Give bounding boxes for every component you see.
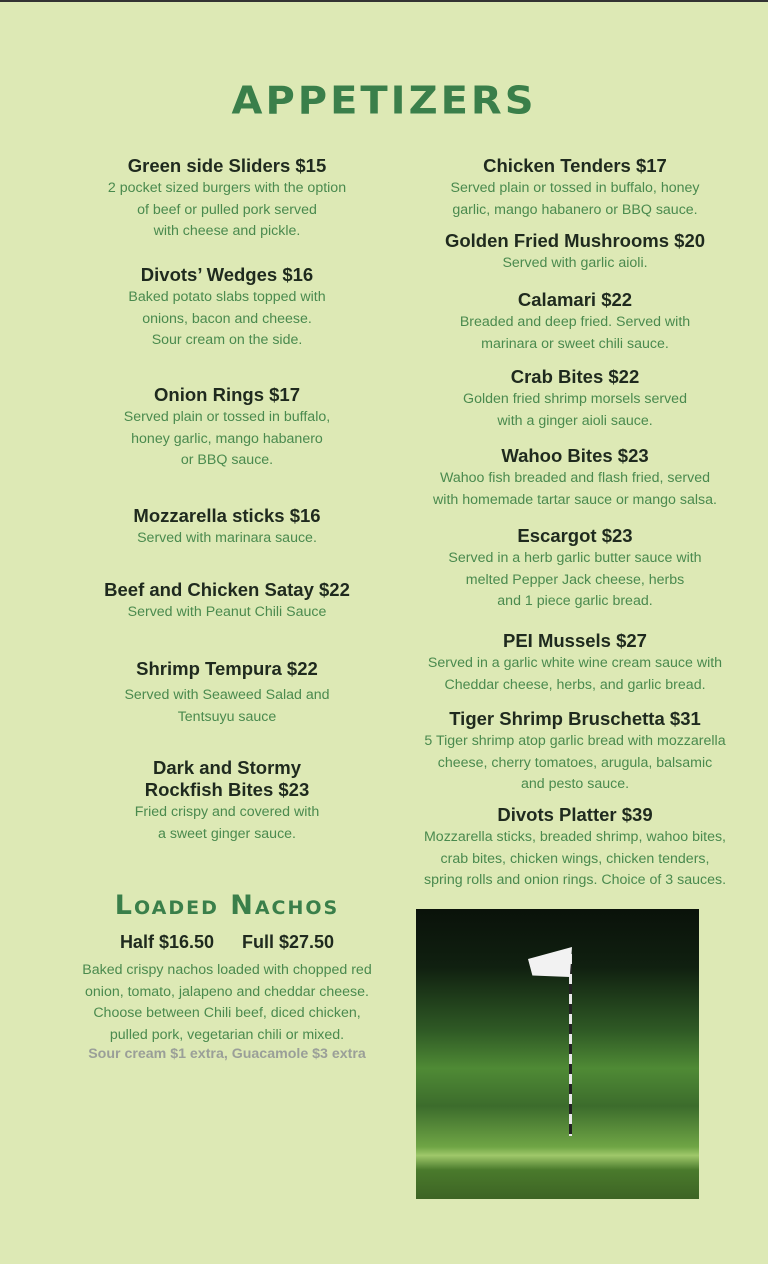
item-name: Beef and Chicken Satay $22 bbox=[104, 579, 350, 600]
item-description: Wahoo fish breaded and flash fried, served with homemade tartar sauce or mango salsa. bbox=[433, 470, 717, 508]
menu-item bbox=[57, 155, 397, 243]
item-name: Mozzarella sticks $16 bbox=[133, 505, 321, 526]
item-name: Escargot $23 bbox=[517, 525, 633, 546]
item-name: Tiger Shrimp Bruschetta $31 bbox=[449, 708, 701, 729]
item-name: Golden Fried Mushrooms $20 bbox=[444, 230, 706, 251]
item-description: Served with Peanut Chili Sauce bbox=[127, 604, 327, 620]
menu-item bbox=[57, 757, 397, 845]
menu-item bbox=[395, 525, 755, 613]
item-name: Shrimp Tempura $22 bbox=[136, 658, 318, 679]
item-name: PEI Mussels $27 bbox=[503, 630, 647, 651]
item-description: Fried crispy and covered with a sweet ginger sauce. bbox=[134, 804, 320, 842]
nachos-extras: Sour cream $1 extra, Guacamole $3 extra bbox=[88, 1046, 366, 1062]
item-description: 2 pocket sized burgers with the option of beef or pulled pork served with cheese and pickle. bbox=[107, 180, 347, 239]
item-description: Mozzarella sticks, breaded shrimp, wahoo bites, crab bites, chicken wings, chicken tenders, spring rolls and onion rings. Choice of 3 sauces. bbox=[423, 829, 727, 888]
golf-flag-photo bbox=[416, 909, 699, 1199]
item-description: Served plain or tossed in buffalo, honey garlic, mango habanero or BBQ sauce. bbox=[123, 409, 331, 468]
page-title: APPETIZERS bbox=[231, 79, 537, 123]
item-description: Golden fried shrimp morsels served with a ginger aioli sauce. bbox=[463, 391, 687, 429]
item-description: 5 Tiger shrimp atop garlic bread with mozzarella cheese, cherry tomatoes, arugula, balsamic and pesto sauce. bbox=[424, 733, 726, 792]
item-name: Green side Sliders $15 bbox=[127, 155, 327, 176]
menu-item bbox=[395, 630, 755, 696]
menu-item bbox=[57, 658, 397, 728]
nachos-heading: Loaded Nachos bbox=[114, 890, 340, 921]
flag-pole-icon bbox=[569, 954, 572, 1136]
menu-item bbox=[395, 366, 755, 432]
item-description: Served in a garlic white wine cream sauce with Cheddar cheese, herbs, and garlic bread. bbox=[427, 655, 723, 693]
menu-item bbox=[395, 155, 755, 221]
menu-item bbox=[395, 804, 755, 892]
item-name: Divots Platter $39 bbox=[497, 804, 653, 825]
full-price: Full $27.50 bbox=[242, 932, 335, 952]
menu-item bbox=[57, 579, 397, 624]
flag-icon bbox=[528, 947, 572, 977]
item-name: Wahoo Bites $23 bbox=[501, 445, 649, 466]
menu-item bbox=[395, 230, 755, 275]
menu-item bbox=[395, 708, 755, 796]
menu-item bbox=[57, 264, 397, 352]
menu-item bbox=[57, 384, 397, 472]
item-name: Calamari $22 bbox=[517, 289, 633, 310]
item-name: Crab Bites $22 bbox=[510, 366, 640, 387]
nachos-prices bbox=[57, 932, 397, 953]
menu-item bbox=[395, 445, 755, 511]
item-description: Served plain or tossed in buffalo, honey garlic, mango habanero or BBQ sauce. bbox=[450, 180, 700, 218]
item-name: Onion Rings $17 bbox=[154, 384, 300, 405]
item-description: Served with garlic aioli. bbox=[502, 255, 648, 271]
half-price: Half $16.50 bbox=[119, 932, 214, 952]
menu-item bbox=[57, 505, 397, 550]
item-name: Dark and Stormy Rockfish Bites $23 bbox=[144, 757, 310, 800]
item-description: Baked potato slabs topped with onions, bacon and cheese. Sour cream on the side. bbox=[128, 289, 326, 348]
menu-item bbox=[395, 289, 755, 355]
item-description: Served in a herb garlic butter sauce with melted Pepper Jack cheese, herbs and 1 piece garlic bread. bbox=[448, 550, 702, 609]
item-description: Breaded and deep fried. Served with marinara or sweet chili sauce. bbox=[459, 314, 691, 352]
item-description: Served with Seaweed Salad and Tentsuyu sauce bbox=[124, 687, 330, 725]
nachos-description: Baked crispy nachos loaded with chopped red onion, tomato, jalapeno and cheddar cheese. Choose between Chili beef, diced chicken, pulled pork, vegetarian chili or mixed. bbox=[82, 962, 372, 1043]
item-name: Chicken Tenders $17 bbox=[483, 155, 667, 176]
item-name: Divots’ Wedges $16 bbox=[140, 264, 314, 285]
item-description: Served with marinara sauce. bbox=[137, 530, 317, 546]
